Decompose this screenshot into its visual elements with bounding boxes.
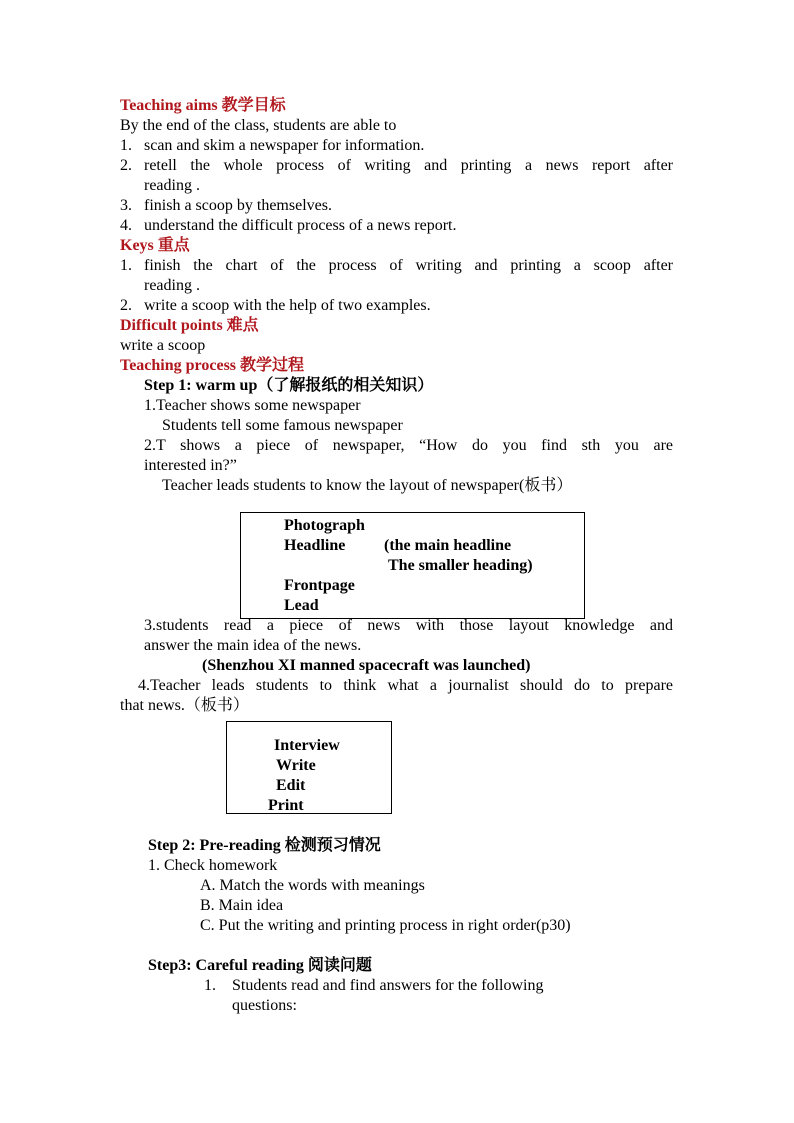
step1-line-7a: 4.Teacher leads students to think what a journalist should do to prepare	[138, 677, 673, 694]
layout-frontpage: Frontpage	[284, 577, 355, 594]
keys-item-1-cont: reading .	[144, 277, 200, 294]
process-heading: Teaching process 教学过程	[120, 357, 305, 374]
layout-smaller-heading: The smaller heading)	[388, 557, 533, 574]
step2-item-b: B. Main idea	[200, 897, 284, 914]
keys-heading: Keys 重点	[120, 237, 190, 254]
step2-line-1: 1. Check homework	[148, 857, 278, 874]
step3-item-text: Students read and find answers for the following	[232, 977, 544, 994]
step1-title: Step 1: warm up（了解报纸的相关知识）	[144, 377, 434, 394]
aims-heading: Teaching aims 教学目标	[120, 97, 286, 114]
step2-item-a: A. Match the words with meanings	[200, 877, 425, 894]
aims-item-4-num: 4.	[120, 217, 132, 234]
step1-line-5a: 3.students read a piece of news with those layout knowledge and	[144, 617, 673, 634]
process-write: Write	[276, 757, 316, 774]
process-edit: Edit	[276, 777, 306, 794]
step1-line-1: 1.Teacher shows some newspaper	[144, 397, 361, 414]
layout-headline: Headline	[284, 537, 346, 554]
aims-item-2-num: 2.	[120, 157, 132, 174]
keys-item-2-text: write a scoop with the help of two examples.	[144, 297, 431, 314]
process-print: Print	[268, 797, 304, 814]
aims-item-2-text: retell the whole process of writing and printing a news report after	[144, 157, 673, 174]
layout-lead: Lead	[284, 597, 319, 614]
step1-news-title: (Shenzhou XI manned spacecraft was launched)	[202, 657, 531, 674]
layout-photograph: Photograph	[284, 517, 365, 534]
aims-item-3-text: finish a scoop by themselves.	[144, 197, 332, 214]
aims-item-4-text: understand the difficult process of a news report.	[144, 217, 457, 234]
layout-main-headline: (the main headline	[384, 537, 512, 554]
step3-item-cont: questions:	[232, 997, 297, 1014]
difficult-text: write a scoop	[120, 337, 206, 354]
step1-line-3b: interested in?”	[144, 457, 237, 474]
keys-item-1-num: 1.	[120, 257, 132, 274]
step3-title: Step3: Careful reading 阅读问题	[148, 957, 372, 974]
process-interview: Interview	[274, 737, 340, 754]
keys-item-1-text: finish the chart of the process of writing and printing a scoop after	[144, 257, 673, 274]
aims-item-3-num: 3.	[120, 197, 132, 214]
step1-line-4: Teacher leads students to know the layout of newspaper(板书）	[162, 477, 573, 494]
step1-line-2: Students tell some famous newspaper	[162, 417, 403, 434]
step1-line-5b: answer the main idea of the news.	[144, 637, 362, 654]
keys-item-2-num: 2.	[120, 297, 132, 314]
step1-line-3a: 2.T shows a piece of newspaper, “How do you find sth you are	[144, 437, 673, 454]
difficult-heading: Difficult points 难点	[120, 317, 259, 334]
step2-title: Step 2: Pre-reading 检测预习情况	[148, 837, 381, 854]
step2-item-c: C. Put the writing and printing process in right order(p30)	[200, 917, 571, 934]
aims-item-1-num: 1.	[120, 137, 132, 154]
aims-item-1-text: scan and skim a newspaper for information.	[144, 137, 425, 154]
step3-item-num: 1.	[204, 977, 216, 994]
aims-intro: By the end of the class, students are able to	[120, 117, 397, 134]
step1-line-7b: that news.（板书）	[120, 697, 249, 714]
aims-item-2-cont: reading .	[144, 177, 200, 194]
